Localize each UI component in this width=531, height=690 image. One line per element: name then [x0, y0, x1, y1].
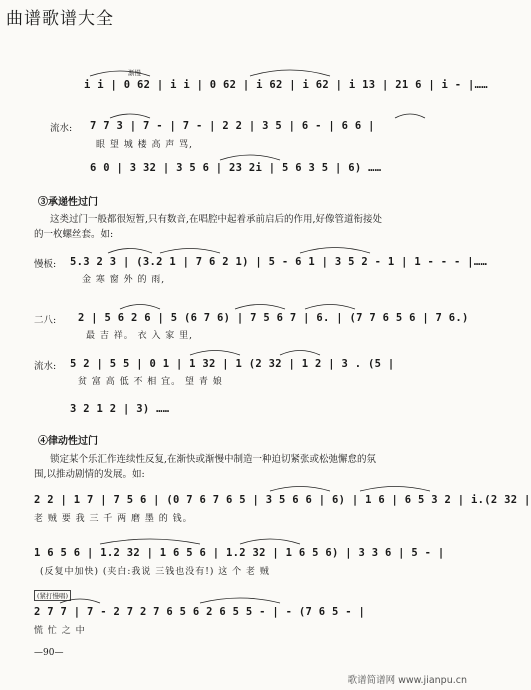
- paragraph-4-line-1: 锁定某个乐汇作连续性反复,在渐快或渐慢中制造一种迫切紧张或松弛懈怠的氛: [50, 454, 377, 465]
- slur-arc: [395, 114, 425, 118]
- slur-arc: [110, 114, 150, 118]
- score-line-6: 5 2 | 5 5 | 0 1 | 1 32 | 1 (2 32 | 1 2 | 3 . (5 |: [70, 358, 395, 370]
- lyrics-line-4: 金 寒 窗 外 的 雨,: [82, 275, 166, 285]
- slur-arc: [240, 539, 300, 544]
- section-label-liushui-1: 流水:: [50, 123, 73, 134]
- section-label-manban: 慢板:: [34, 259, 57, 270]
- section-label-liushui-2: 流水:: [34, 361, 57, 372]
- tempo-mark: 渐慢: [128, 69, 141, 77]
- section-heading-4: ④律动性过门: [38, 436, 98, 447]
- lyrics-line-10: 慌 忙 之 中: [34, 626, 86, 636]
- score-line-8: 2 2 | 1 7 | 7 5 6 | (0 7 6 7 6 5 | 3 5 6 6 | 6) | 1 6 | 6 5 3 2 | i.(2 32 |: [34, 494, 531, 506]
- page-title: 曲谱歌谱大全: [6, 9, 114, 29]
- page-number: —90—: [34, 648, 64, 658]
- lyrics-line-8: 老 贼 要 我 三 千 两 磨 墨 的 钱。: [34, 514, 193, 524]
- slur-arc: [220, 155, 280, 160]
- caption-line-9: (反复中加快) (夹白:我说 三钱也没有!) 这 个 老 贼: [40, 567, 270, 577]
- paragraph-3-line-1: 这类过门一般都很短暂,只有数音,在唱腔中起着承前启后的作用,好像管道衔接处: [50, 214, 383, 225]
- score-line-3: 6 0 | 3 32 | 3 5 6 | 23 2i | 5 6 3 5 | 6) ……: [90, 162, 382, 174]
- slur-arc: [90, 71, 150, 76]
- slur-arc: [305, 305, 355, 310]
- score-line-9: 1 6 5 6 | 1.2 32 | 1 6 5 6 | 1.2 32 | 1 6 5 6) | 3 3 6 | 5 - |: [34, 547, 445, 559]
- lyrics-line-6: 贫 富 高 低 不 相 宜。 望 青 娘: [78, 377, 223, 387]
- slur-arc: [360, 487, 430, 492]
- score-line-10: 2 7 7 | 7 - 2 7 2 7 6 5 6 2 6 5 5 - | - (7 6 5 - |: [34, 606, 366, 618]
- slur-arc: [250, 70, 330, 76]
- tempo-tag: (紧打慢唱): [34, 590, 71, 601]
- section-label-erba: 二八:: [34, 315, 57, 326]
- lyrics-line-2: 眼 望 城 楼 高 声 骂,: [96, 140, 194, 150]
- score-line-7: 3 2 1 2 | 3) ……: [70, 403, 170, 415]
- score-line-4: 5.3 2 3 | (3.2 1 | 7 6 2 1) | 5 - 6 1 | 3 5 2 - 1 | 1 - - - |……: [70, 256, 488, 268]
- slur-arc: [280, 351, 320, 356]
- slur-arc: [108, 249, 152, 254]
- slur-arc: [190, 351, 240, 356]
- score-line-5: 2 | 5 6 2 6 | 5 (6 7 6) | 7 5 6 7 | 6. | (7 7 6 5 6 | 7 6.): [78, 312, 469, 324]
- footer-watermark: 歌谱简谱网 www.jianpu.cn: [347, 675, 467, 686]
- score-line-2: 7 7 3 | 7 - | 7 - | 2 2 | 3 5 | 6 - | 6 6 |: [90, 120, 375, 132]
- section-heading-3: ③承递性过门: [38, 197, 98, 208]
- paragraph-4-line-2: 围,以推动剧情的发展。如:: [34, 469, 145, 480]
- slur-arc: [300, 248, 370, 254]
- slur-arc: [120, 305, 160, 310]
- paragraph-3-line-2: 的一枚螺丝套。如:: [34, 229, 114, 240]
- slur-arc: [270, 487, 330, 492]
- slur-arc: [200, 598, 280, 603]
- slur-arc: [100, 539, 200, 544]
- lyrics-line-5: 最 吉 祥。 衣 入 家 里,: [86, 331, 194, 341]
- slur-arc: [235, 305, 285, 310]
- slur-arc: [160, 249, 220, 254]
- score-line-1: i i | 0 62 | i i | 0 62 | i 62 | i 62 | i 13 | 21 6 | i - |……: [84, 79, 488, 91]
